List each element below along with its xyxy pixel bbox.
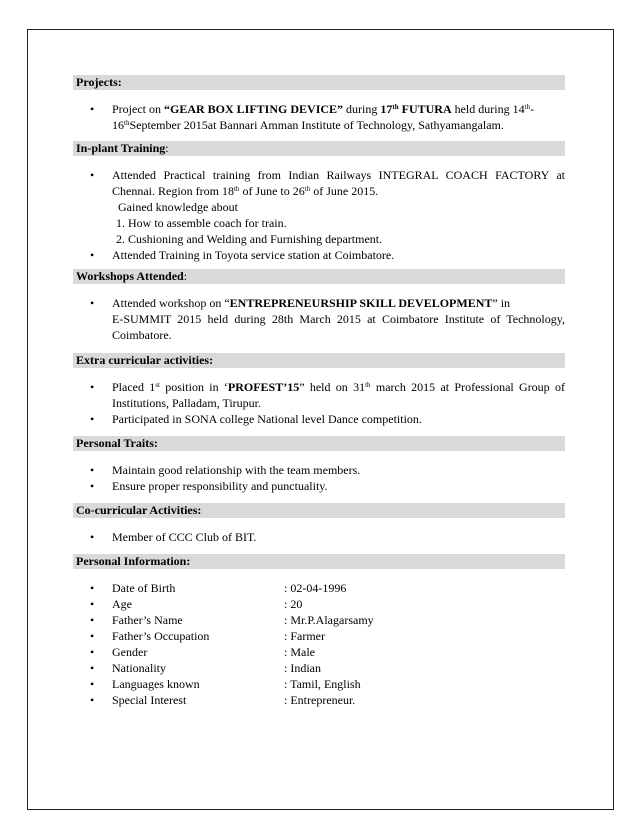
info-value: : 02-04-1996 xyxy=(284,581,347,595)
text: held during 14 xyxy=(451,102,525,116)
info-value: : Tamil, English xyxy=(284,677,361,691)
workshop-title: ENTREPRENEURSHIP SKILL DEVELOPMENT xyxy=(229,296,493,310)
personal-info-row xyxy=(73,628,565,644)
text: Participated in SONA college National level Dance competition. xyxy=(112,412,422,426)
info-key: Gender xyxy=(112,645,148,659)
superscript: th xyxy=(233,185,240,193)
info-value: : Indian xyxy=(284,661,321,675)
info-key: Languages known xyxy=(112,677,200,691)
extra-list xyxy=(73,379,565,427)
header-colon: : xyxy=(165,141,169,155)
header-text: Workshops Attended xyxy=(76,269,184,283)
info-value: : Male xyxy=(284,645,315,659)
list-item xyxy=(73,167,565,199)
info-value: : Mr.P.Alagarsamy xyxy=(284,613,374,627)
bullet-icon: • xyxy=(90,463,95,477)
bullet-icon: • xyxy=(90,479,95,493)
text: of June 2015. xyxy=(310,184,379,198)
header-text: In-plant Training xyxy=(76,141,166,155)
info-value: : Farmer xyxy=(284,629,325,643)
inplant-list-2 xyxy=(73,247,565,263)
personal-info-row xyxy=(73,660,565,676)
bullet-icon: • xyxy=(90,380,95,394)
bullet-icon: • xyxy=(90,102,95,116)
personal-info-row xyxy=(73,676,565,692)
text: Attended Training in Toyota service station at Coimbatore. xyxy=(112,248,395,262)
text: Attended workshop on “ xyxy=(112,296,230,310)
gained-knowledge: Gained knowledge about xyxy=(118,200,238,214)
inplant-list xyxy=(73,167,565,199)
superscript: st xyxy=(155,381,160,389)
bullet-icon: • xyxy=(90,693,95,707)
text: September 2015at Bannari Amman Institute of Technology, Sathyamangalam. xyxy=(129,118,504,132)
text: Member of CCC Club of BIT. xyxy=(112,530,257,544)
bullet-icon: • xyxy=(90,613,95,627)
section-header-personal: Personal Information: xyxy=(73,554,565,569)
project-title: “GEAR BOX LIFTING DEVICE” xyxy=(164,102,344,116)
text: Attended Practical training from Indian Railways INTEGRAL COACH FACTORY at Chennai. Region from 18 xyxy=(112,168,565,198)
text: ” in xyxy=(492,296,511,310)
section-header-workshops xyxy=(73,269,565,284)
text: during xyxy=(343,102,381,116)
superscript: th xyxy=(365,381,371,389)
section-header-extra: Extra curricular activities: xyxy=(73,353,565,368)
bullet-icon: • xyxy=(90,530,95,544)
section-header-projects: Projects: xyxy=(73,75,565,90)
text: Ensure proper responsibility and punctuality. xyxy=(112,479,328,493)
text: Project on xyxy=(112,102,164,116)
text: Maintain good relationship with the team members. xyxy=(112,463,361,477)
text: E-SUMMIT 2015 held during 28th March 2015 at Coimbatore Institute of Technology, Coimbatore. xyxy=(112,312,565,342)
list-item xyxy=(73,529,565,545)
section-header-traits: Personal Traits: xyxy=(73,436,565,451)
info-value: : 20 xyxy=(284,597,303,611)
bullet-icon: • xyxy=(90,412,95,426)
list-item xyxy=(73,462,565,478)
resume-document xyxy=(73,75,565,708)
personal-info-row xyxy=(73,612,565,628)
list-item xyxy=(73,101,565,133)
section-header-cocurricular: Co-curricular Activities: xyxy=(73,503,565,518)
list-item xyxy=(73,478,565,494)
cocurricular-list xyxy=(73,529,565,545)
superscript: th xyxy=(392,103,399,111)
text: Placed 1 xyxy=(112,380,156,394)
bullet-icon: • xyxy=(90,629,95,643)
text: march 2015 at Professional Group of Institutions, Palladam, Tirupur. xyxy=(112,380,565,410)
text: of June to 26 xyxy=(239,184,305,198)
section-header-inplant xyxy=(73,141,565,156)
text: position in ‘ xyxy=(159,380,228,394)
personal-info-row xyxy=(73,644,565,660)
knowledge-point: 2. Cushioning and Welding and Furnishing department. xyxy=(116,232,383,246)
info-key: Age xyxy=(112,597,132,611)
personal-info-row xyxy=(73,692,565,708)
superscript: th xyxy=(304,185,311,193)
info-key: Father’s Occupation xyxy=(112,629,210,643)
knowledge-point: 1. How to assemble coach for train. xyxy=(116,216,287,230)
list-item xyxy=(73,247,565,263)
info-key: Father’s Name xyxy=(112,613,183,627)
workshops-list xyxy=(73,295,565,343)
bullet-icon: • xyxy=(90,661,95,675)
info-value: : Entrepreneur. xyxy=(284,693,356,707)
list-item xyxy=(73,411,565,427)
text: 17 xyxy=(380,102,393,116)
bullet-icon: • xyxy=(90,296,95,310)
info-key: Special Interest xyxy=(112,693,187,707)
projects-list xyxy=(73,101,565,133)
bullet-icon: • xyxy=(90,168,95,182)
personal-info-row xyxy=(73,580,565,596)
header-colon: : xyxy=(183,269,188,283)
bullet-icon: • xyxy=(90,645,95,659)
text: 16 xyxy=(112,118,124,132)
bullet-icon: • xyxy=(90,581,95,595)
superscript: th xyxy=(124,119,130,127)
personal-info-list xyxy=(73,580,565,708)
bullet-icon: • xyxy=(90,248,95,262)
traits-list xyxy=(73,462,565,494)
info-key: Nationality xyxy=(112,661,166,675)
list-item xyxy=(73,295,565,343)
text: ” held on 31 xyxy=(299,380,366,394)
event-name: FUTURA xyxy=(398,102,452,116)
superscript: th xyxy=(524,103,531,111)
event-name: PROFEST’15 xyxy=(227,380,300,394)
info-key: Date of Birth xyxy=(112,581,176,595)
bullet-icon: • xyxy=(90,677,95,691)
text: - xyxy=(530,102,535,116)
list-item xyxy=(73,379,565,411)
personal-info-row xyxy=(73,596,565,612)
bullet-icon: • xyxy=(90,597,95,611)
